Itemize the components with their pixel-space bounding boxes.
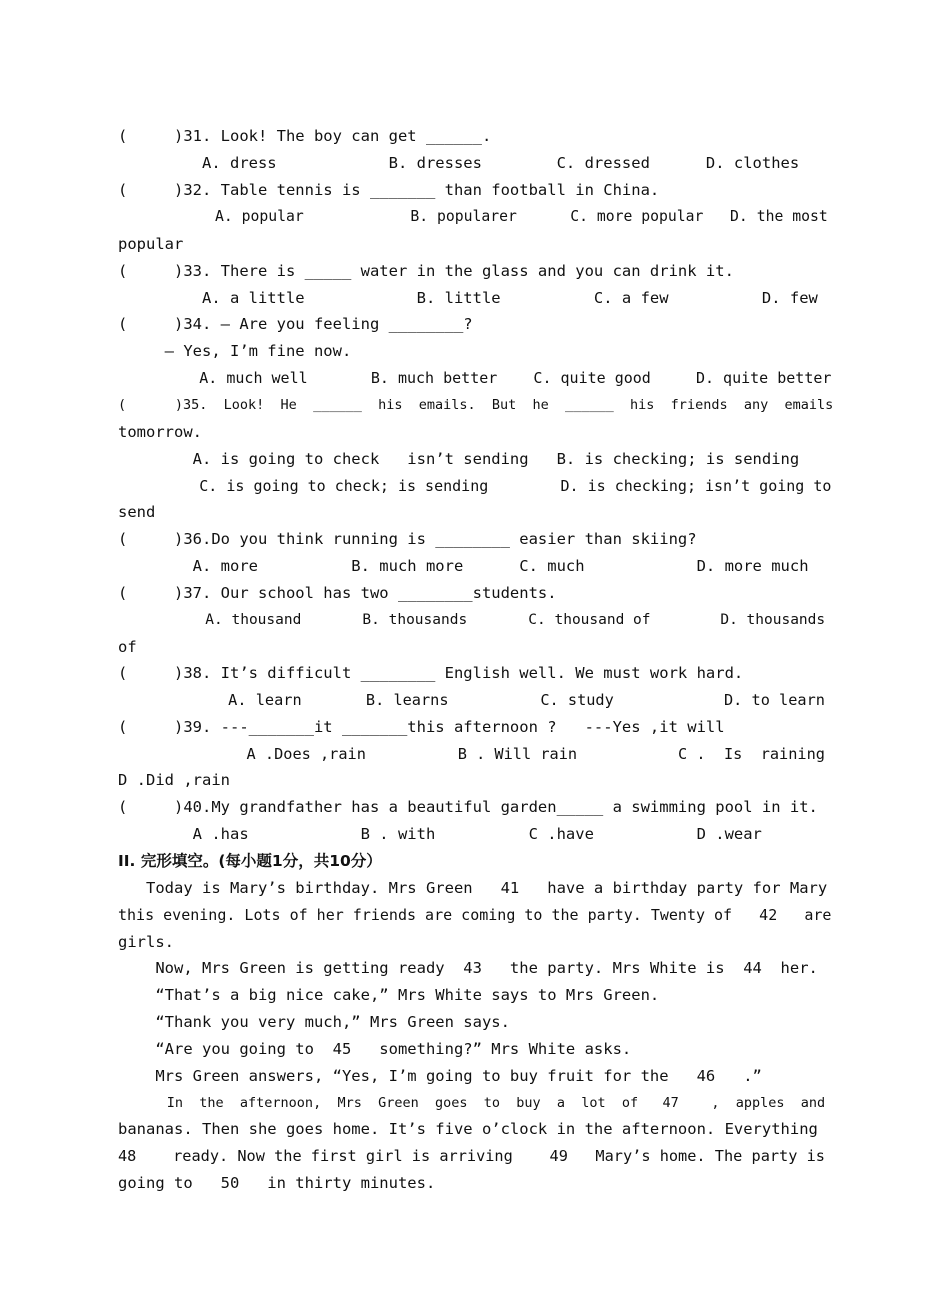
question-35-options-wrap: send <box>118 503 156 521</box>
question-32: ( )32. Table tennis is _______ than football in China. <box>118 181 660 199</box>
question-32-options-wrap: popular <box>118 235 184 253</box>
question-34-options: A. much well B. much better C. quite good D. quite better <box>118 369 832 387</box>
passage-line: girls. <box>118 933 174 951</box>
passage-line: “That’s a big nice cake,” Mrs White says to Mrs Green. <box>118 986 660 1004</box>
question-37: ( )37. Our school has two ________students. <box>118 584 557 602</box>
question-35-wrap: tomorrow. <box>118 423 202 441</box>
passage-line: 48 ready. Now the first girl is arriving 49 Mary’s home. The party is <box>118 1147 825 1165</box>
question-34-reply: — Yes, I’m fine now. <box>118 342 352 360</box>
question-35-options-cd: C. is going to check; is sending D. is checking; isn’t going to <box>118 477 832 495</box>
passage-line: “Are you going to 45 something?” Mrs White asks. <box>118 1040 632 1058</box>
passage-line: Today is Mary’s birthday. Mrs Green 41 have a birthday party for Mary <box>118 879 828 897</box>
passage-line: In the afternoon, Mrs Green goes to buy a lot of 47 , apples and <box>118 1095 826 1111</box>
passage-line: Now, Mrs Green is getting ready 43 the party. Mrs White is 44 her. <box>118 959 818 977</box>
section-heading-cloze: II. 完形填空。(每小题1分，共10分） <box>118 852 382 870</box>
question-39: ( )39. ---_______it _______this afternoon ? ---Yes ,it will <box>118 718 725 736</box>
question-39-options-wrap: D .Did ,rain <box>118 771 230 789</box>
question-35-options-ab: A. is going to check isn’t sending B. is checking; is sending <box>118 450 800 468</box>
passage-line: “Thank you very much,” Mrs Green says. <box>118 1013 510 1031</box>
question-40: ( )40.My grandfather has a beautiful garden_____ a swimming pool in it. <box>118 798 818 816</box>
passage-line: bananas. Then she goes home. It’s five o’clock in the afternoon. Everything <box>118 1120 818 1138</box>
question-39-options: A .Does ,rain B . Will rain C . Is raining <box>118 745 825 763</box>
question-35: ( )35. Look! He ______ his emails. But he ______ his friends any emails <box>118 397 834 413</box>
question-31: ( )31. Look! The boy can get ______. <box>118 127 492 145</box>
question-32-options: A. popular B. popularer C. more popular D. the most <box>215 208 828 225</box>
question-36: ( )36.Do you think running is ________ easier than skiing? <box>118 530 697 548</box>
passage-line: Mrs Green answers, “Yes, I’m going to buy fruit for the 46 .” <box>118 1067 762 1085</box>
passage-line: going to 50 in thirty minutes. <box>118 1174 436 1192</box>
question-33-options: A. a little B. little C. a few D. few <box>118 289 818 307</box>
passage-line: this evening. Lots of her friends are coming to the party. Twenty of 42 are <box>118 906 832 924</box>
question-37-options-wrap: of <box>118 638 137 656</box>
question-36-options: A. more B. much more C. much D. more much <box>118 557 809 575</box>
question-40-options: A .has B . with C .have D .wear <box>118 825 762 843</box>
question-38-options: A. learn B. learns C. study D. to learn <box>118 691 825 709</box>
question-38: ( )38. It’s difficult ________ English well. We must work hard. <box>118 664 744 682</box>
question-34: ( )34. — Are you feeling ________? <box>118 315 473 333</box>
question-33: ( )33. There is _____ water in the glass and you can drink it. <box>118 262 734 280</box>
question-31-options: A. dress B. dresses C. dressed D. clothes <box>118 154 800 172</box>
question-37-options: A. thousand B. thousands C. thousand of D. thousands <box>118 612 826 628</box>
